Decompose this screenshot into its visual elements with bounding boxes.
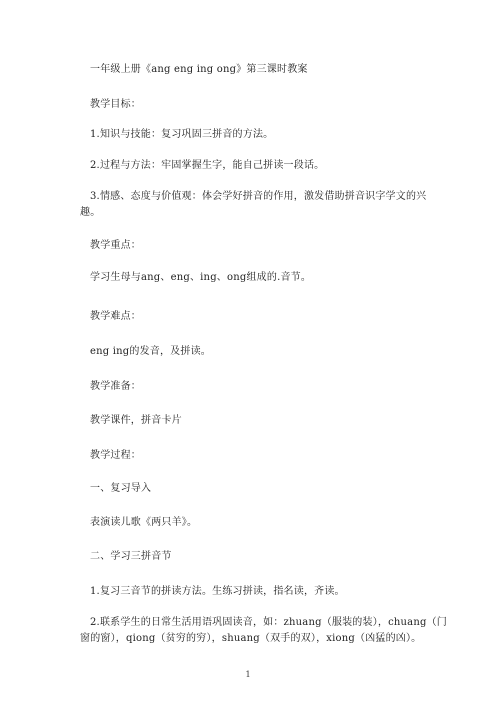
goal-3-line-2: 趣。 (80, 207, 101, 218)
goal-1: 1.知识与技能：复习巩固三拼音的方法。 (90, 129, 274, 140)
process-step-2-item-2-line-2: 窗的窗），qiong（贫穷的穷），shuang（双手的双），xiong（凶猛的凶）。 (80, 633, 422, 644)
process-step-2-item-1: 1.复习三音节的拼读方法。生练习拼读，指名读，齐读。 (90, 586, 345, 597)
process-step-1-heading: 一、复习导入 (90, 483, 152, 494)
process-step-1-text: 表演读儿歌《两只羊》。 (90, 517, 198, 528)
difficulty-text: eng ing的发音，及拼读。 (90, 346, 211, 357)
section-heading-difficulties: 教学难点： (90, 311, 141, 322)
preparation-text: 教学课件，拼音卡片 (90, 415, 182, 426)
section-heading-goals: 教学目标： (90, 99, 141, 110)
process-step-2-item-2-line-1: 2.联系学生的日常生活用语巩固读音，如：zhuang（服装的装），chuang（门 (90, 617, 447, 628)
goal-2: 2.过程与方法：牢固掌握生字，能自己拼读一段话。 (90, 160, 325, 171)
page-number: 1 (245, 670, 251, 679)
section-heading-preparation: 教学准备： (90, 381, 141, 392)
section-heading-key-points: 教学重点： (90, 240, 141, 251)
process-step-2-heading: 二、学习三拼音节 (90, 551, 172, 562)
document-title: 一年级上册《ang eng ing ong》第三课时教案 (90, 64, 308, 75)
section-heading-process: 教学过程： (90, 450, 141, 461)
goal-3-line-1: 3.情感、态度与价值观：体会学好拼音的作用，激发借助拼音识字学文的兴 (90, 191, 427, 202)
key-point-text: 学习生母与ang、eng、ing、ong组成的.音节。 (90, 272, 312, 283)
